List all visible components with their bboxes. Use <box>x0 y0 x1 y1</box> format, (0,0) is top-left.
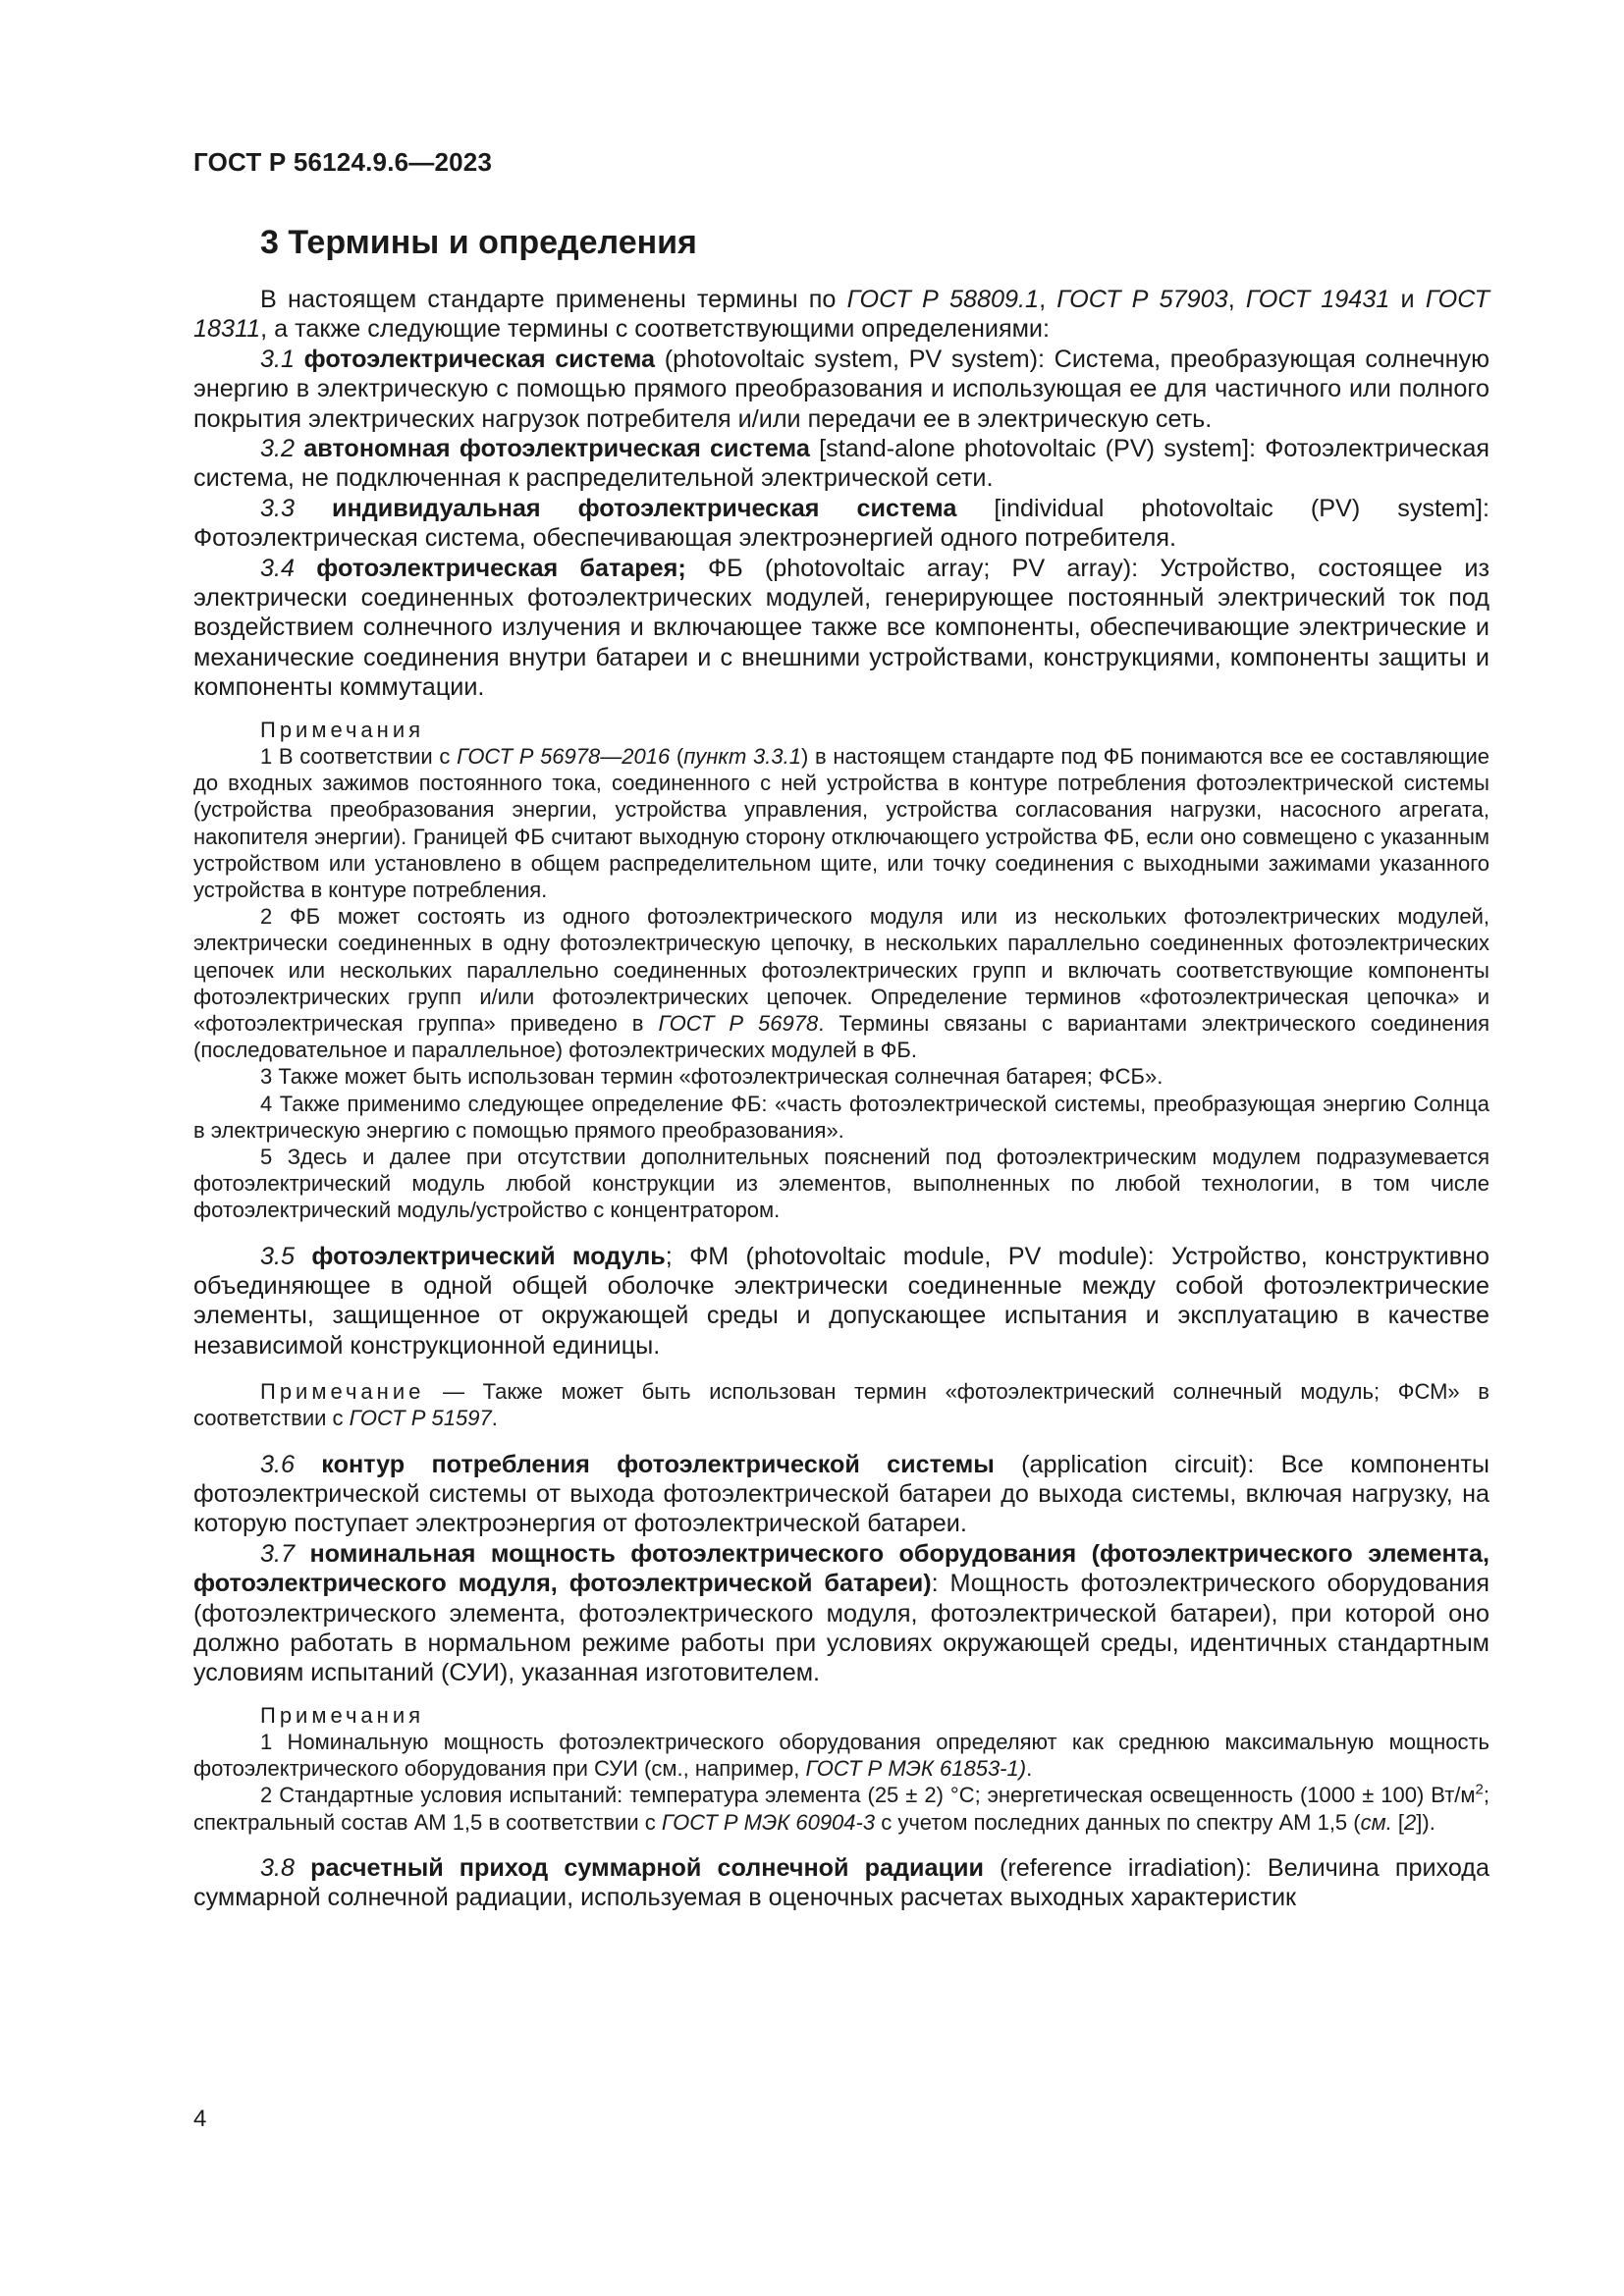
term-definition: [stand-alone photovoltaic (PV) system]: Фотоэлектрическая система, не подключенная к распределительной электрической сети. <box>193 435 1490 493</box>
note-label: Примечание <box>260 1379 425 1405</box>
term-definition: ; ФМ (photovoltaic module, PV module): Устройство, конструктивно объединяющее в одной общей оболочке электрически соединенные между собой фотоэлектрические элементы, защищенное от окружающей среды и допускающее испытания и эксплуатацию в качестве независимой конструкционной единицы. <box>193 1242 1489 1360</box>
document-code: ГОСТ Р 56124.9.6—2023 <box>193 147 493 177</box>
term-number: 3.8 <box>260 1853 296 1882</box>
note-item: 3 Также может быть использован термин «фотоэлектрическая солнечная батарея; ФСБ». <box>260 1064 1164 1090</box>
term-definition: [individual photovoltaic (PV) system]: Фотоэлектрическая система, обеспечивающая электроэнергией одного потребителя. <box>193 494 1490 553</box>
standard-reference: ГОСТ 19431 <box>1245 286 1390 313</box>
term-3-8 <box>193 1853 1489 1913</box>
term-name: автономная фотоэлектрическая система <box>303 435 810 463</box>
note-item: 2 ФБ может состоять из одного фотоэлектрического модуля или из нескольких фотоэлектрических модулей, электрически соединенных в одну фотоэлектрическую цепочку, в нескольких параллельно соединенных фотоэлектрических цепочек или нескольких параллельно соединенных фотоэлектрических групп и включать соответствующие компоненты фотоэлектрических групп и/или фотоэлектрических цепочек. Определение терминов «фотоэлектрическая цепочка» и «фотоэлектрическая группа» приведено в ГОСТ Р 56978. Термины связаны с вариантами электрического соединения (последовательное и параллельное) фотоэлектрических модулей в ФБ. <box>193 904 1489 1063</box>
standard-reference: ГОСТ Р МЭК 60904-3 <box>661 1809 876 1835</box>
section-title: 3 Термины и определения <box>260 224 697 261</box>
term-definition: (photovoltaic system, PV system): Система, преобразующая солнечную энергию в электрическую с помощью прямого преобразования и использующая ее для частичного или полного покрытия электрических нагрузок потребителя и/или передачи ее в электрическую сеть. <box>193 345 1489 433</box>
term-definition: (application circuit): Все компоненты фотоэлектрической системы от выхода фотоэлектрической батареи до выхода системы, включая нагрузку, на которую поступает электроэнергия от фотоэлектрической батареи. <box>193 1450 1490 1538</box>
standard-reference: ГОСТ Р 56978 <box>658 1010 819 1036</box>
term-name: фотоэлектрическая система <box>303 345 656 373</box>
term-name: фотоэлектрический модуль <box>311 1242 666 1270</box>
term-3-4 <box>193 554 1489 703</box>
standard-reference: ГОСТ Р 58809.1 <box>846 286 1040 313</box>
term-definition: (reference irradiation): Величина прихода суммарной солнечной радиации, используемая в оценочных расчетах выходных характеристик <box>193 1853 1490 1912</box>
superscript: 2 <box>1475 1782 1484 1799</box>
term-definition: : Мощность фотоэлектрического оборудования (фотоэлектрического элемента, фотоэлектрического модуля, фотоэлектрической батареи), при которой оно должно работать в нормальном режиме работы при условиях окружающей среды, идентичных стандартным условиям испытаний (СУИ), указанная изготовителем. <box>193 1570 1489 1687</box>
term-number: 3.7 <box>260 1539 296 1568</box>
intro-paragraph: В настоящем стандарте применены термины по ГОСТ Р 58809.1, ГОСТ Р 57903, ГОСТ 19431 и ГОСТ 18311, а также следующие термины с соответствующими определениями: <box>193 286 1490 344</box>
term-name: номинальная мощность фотоэлектрического оборудования (фотоэлектрического элемента, фотоэлектрического модуля, фотоэлектрической батареи) <box>193 1539 1490 1598</box>
term-3-1 <box>193 345 1489 434</box>
term-3-7 <box>193 1539 1489 1688</box>
term-definition: ФБ (photovoltaic array; PV array): Устройство, состоящее из электрически соединенных фотоэлектрических модулей, генерирующее постоянный электрический ток под воздействием солнечного излучения и включающее также все компоненты, обеспечивающие электрические и механические соединения внутри батареи и с внешними устройствами, конструкциями, компоненты защиты и компоненты коммутации. <box>193 554 1490 702</box>
term-name: индивидуальная фотоэлектрическая система <box>332 494 957 522</box>
clause-reference: пункт 3.3.1 <box>683 743 801 769</box>
note-item: 5 Здесь и далее при отсутствии дополнительных пояснений под фотоэлектрическим модулем подразумевается фотоэлектрический модуль любой конструкции из элементов, выполненных по любой технологии, в том числе фотоэлектрический модуль/устройство с концентратором. <box>193 1144 1489 1223</box>
standard-reference: ГОСТ Р 56978—2016 <box>457 743 671 769</box>
note-item: 1 Номинальную мощность фотоэлектрического оборудования определяют как среднюю максимальную мощность фотоэлектрического оборудования при СУИ (см., например, ГОСТ Р МЭК 61853-1). <box>193 1730 1489 1782</box>
page-number: 4 <box>193 2106 207 2132</box>
see-reference: см. <box>1360 1809 1392 1835</box>
bibliography-reference: 2 <box>1404 1809 1417 1835</box>
term-number: 3.6 <box>260 1450 296 1478</box>
term-number: 3.4 <box>260 554 296 582</box>
term-name: контур потребления фотоэлектрической системы <box>321 1450 995 1478</box>
term-number: 3.5 <box>260 1242 296 1270</box>
term-name: расчетный приход суммарной солнечной радиации <box>310 1853 984 1882</box>
note-item: 4 Также применимо следующее определение ФБ: «часть фотоэлектрической системы, преобразующая энергию Солнца в электрическую энергию с помощью прямого преобразования». <box>193 1091 1489 1143</box>
notes-heading: Примечания <box>260 1702 425 1728</box>
document-body <box>193 285 1489 1913</box>
term-3-3 <box>193 494 1489 554</box>
standard-reference: ГОСТ Р 51597 <box>349 1406 492 1431</box>
term-number: 3.2 <box>260 435 296 463</box>
term-number: 3.1 <box>260 345 296 373</box>
standard-reference: ГОСТ 18311 <box>193 286 1490 344</box>
term-3-6 <box>193 1450 1489 1539</box>
standard-reference: ГОСТ Р МЭК 61853-1) <box>805 1756 1027 1782</box>
note-item: 1 В соответствии с ГОСТ Р 56978—2016 (пункт 3.3.1) в настоящем стандарте под ФБ понимаются все ее составляющие до входных зажимов постоянного тока, соединенного с ней устройства в контуре потребления фотоэлектрической системы (устройства преобразования энергии, устройства управления, устройства согласования нагрузки, насосного агрегата, накопителя энергии). Границей ФБ считают выходную сторону отключающего устройства ФБ, если оно совмещено с указанным устройством или установлено в общем распределительном щите, или точку соединения с выходными зажимами указанного устройства в контуре потребления. <box>193 743 1489 902</box>
standard-reference: ГОСТ Р 57903 <box>1056 286 1228 313</box>
note-item: 2 Стандартные условия испытаний: температура элемента (25 ± 2) °С; энергетическая освещенность (1000 ± 100) $Вт/м^2$; спектральный состав АМ 1,5 в соответствии с ГОСТ Р МЭК 60904-3 с учетом последних данных по спектру АМ 1,5 (см. [2]). <box>193 1782 1489 1835</box>
term-3-5 <box>193 1242 1489 1362</box>
notes-heading: Примечания <box>260 717 425 742</box>
note-item: Примечание — Также может быть использован термин «фотоэлектрический солнечный модуль; ФСМ» в соответствии с ГОСТ Р 51597. <box>193 1379 1489 1431</box>
term-3-2 <box>193 434 1489 494</box>
term-name: фотоэлектрическая батарея; <box>316 554 686 582</box>
term-number: 3.3 <box>260 494 296 522</box>
